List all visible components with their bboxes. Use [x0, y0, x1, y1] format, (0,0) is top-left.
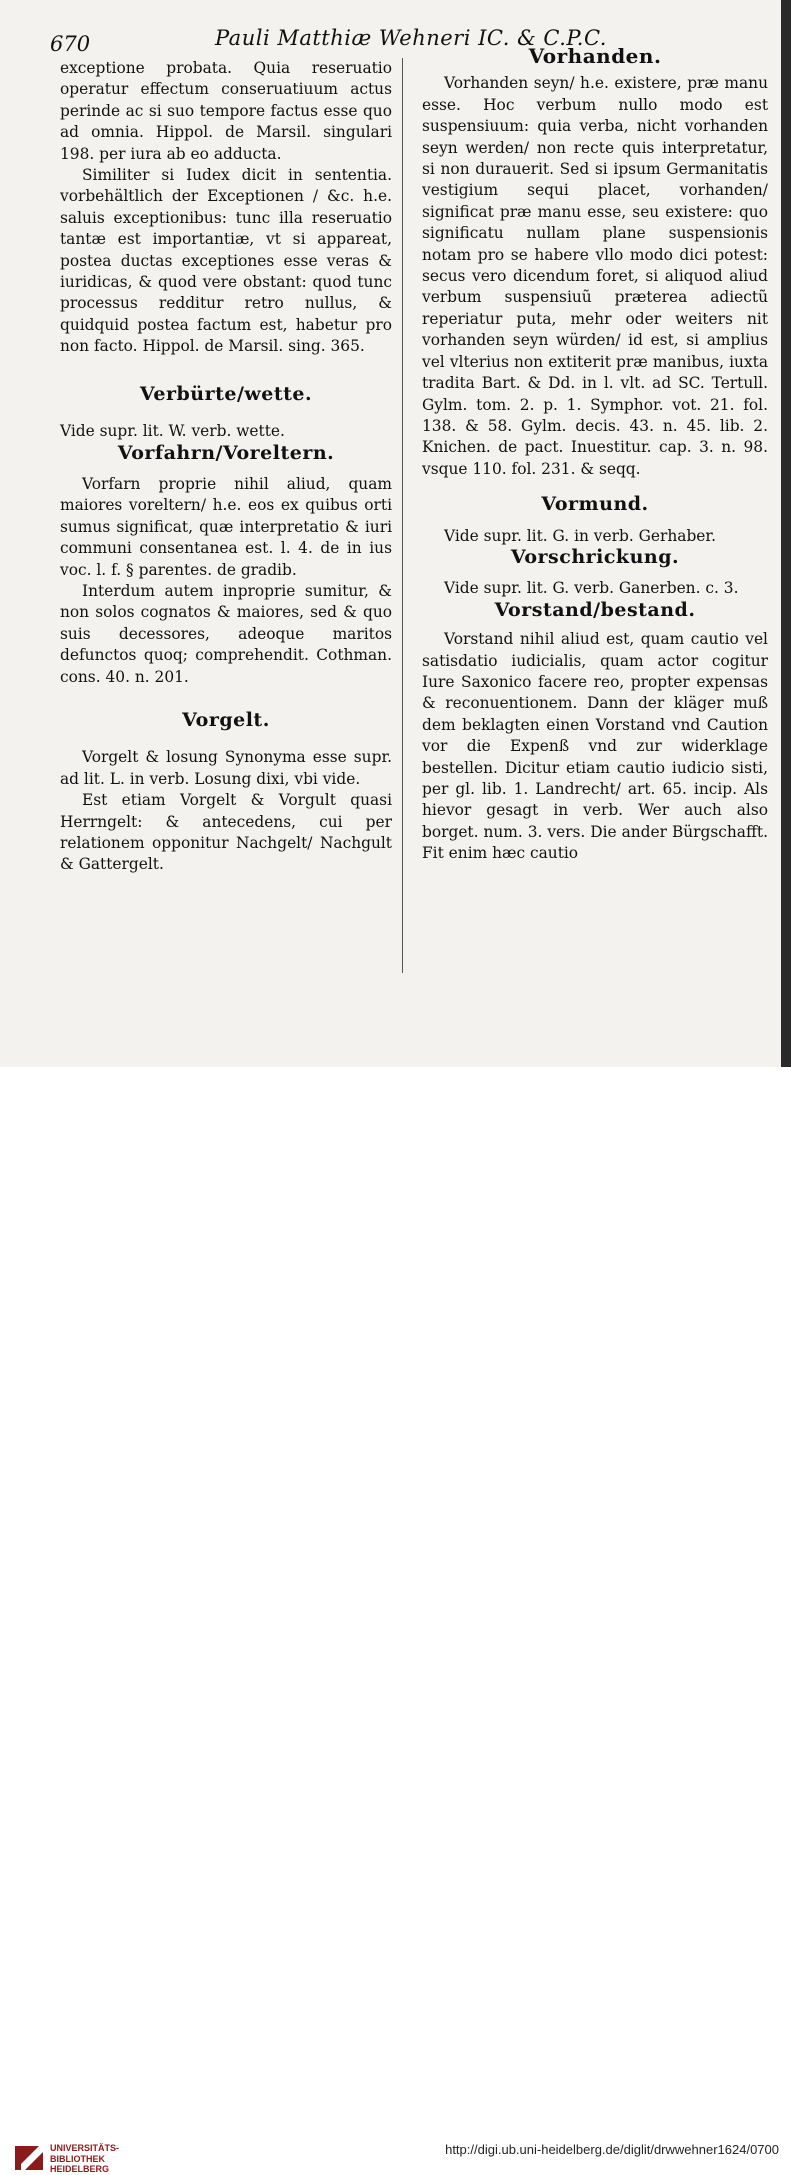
library-name	[50, 2143, 119, 2175]
library-logo-icon	[13, 2142, 45, 2174]
cross-reference: Vide supr. lit. G. in verb. Gerhaber.	[444, 526, 716, 545]
entry-heading: Vormund.	[541, 493, 649, 516]
paragraph: Similiter si Iudex dicit in sententia. vorbehältlich der Exceptionen / &c. h.e. saluis exceptionibus: tunc illa reseruatio tantæ est importantiæ, vt si appareat, postea ductas exceptiones esse veras & iuridicas, & quod vere obstant: quod tunc processus redditur retro nullus, & quidquid postea factum est, habetur pro non facto. Hippol. de Marsil. sing. 365.	[60, 166, 392, 356]
library-footer	[0, 1067, 791, 2174]
page-edge-shadow	[781, 0, 791, 1067]
entry-heading: Vorhanden.	[528, 44, 662, 68]
entry-heading: Vorfahrn/Voreltern.	[117, 441, 335, 464]
right-column	[422, 46, 768, 865]
library-name-line: UNIVERSITÄTS-	[50, 2143, 120, 2153]
cross-reference: Vide supr. lit. G. verb. Ganerben. c. 3.	[444, 579, 739, 598]
entry-heading: Verbürte/wette.	[139, 382, 313, 405]
source-url[interactable]: http://digi.ub.uni-heidelberg.de/diglit/drwwehner1624/0700	[445, 2142, 779, 2157]
page-number: 670	[50, 32, 91, 56]
library-name-line: BIBLIOTHEK	[50, 2153, 105, 2164]
entry-heading: Vorschrickung.	[510, 545, 680, 568]
library-name-line: HEIDELBERG	[50, 2164, 110, 2174]
scanned-page	[0, 0, 791, 1067]
paragraph: Vorhanden seyn/ h.e. existere, præ manu esse. Hoc verbum nullo modo est suspensiuum: quia verba, nicht vorhanden seyn werden/ non recte quis interpretatur, si non durauerit. Sed si ipsum Germanitatis vestigium sequi placet, vorhanden/ significat præ manu esse, seu existere: quo significatu nullam plane suspensionis notam pro se habere vllo modo dici potest: secus vero dicendum foret, si aliquod aliud verbum suspensiuũ præterea adiectũ reperiatur puta, mehr oder weiters nit vorhanden seyn würden/ id est, si amplius vel vlterius non extiterit præ manibus, iuxta tradita Bart. & Dd. in l. vlt. ad SC. Tertull. Gylm. tom. 2. p. 1. Symphor. vot. 21. fol. 138. & 58. Gylm. decis. 43. n. 45. lib. 2. Knichen. de pact. Inuestitur. cap. 3. n. 98. vsque 110. fol. 231. & seqq.	[422, 74, 768, 478]
paragraph: Vorfarn proprie nihil aliud, quam maiores voreltern/ h.e. eos ex quibus orti sumus significat, quæ interpretatio & iuri communi consentanea est. l. 4. de in ius voc. l. f. § parentes. de gradib.	[60, 474, 392, 579]
paragraph: exceptione probata. Quia reseruatio operatur effectum conseruatiuum actus perinde ac si suo tempore factus esse quo ad omnia. Hippol. de Marsil. singulari 198. per iura ab eo adducta.	[60, 59, 392, 163]
paragraph: Vorgelt & losung Synonyma esse supr. ad lit. L. in verb. Losung dixi, vbi vide.	[60, 748, 392, 788]
running-title: Pauli Matthiæ Wehneri IC. & C.P.C.	[215, 26, 607, 50]
cross-reference: Vide supr. lit. W. verb. wette.	[60, 422, 285, 441]
entry-heading: Vorgelt.	[182, 708, 270, 731]
left-column	[60, 58, 392, 876]
column-divider	[402, 58, 403, 973]
paragraph: Est etiam Vorgelt & Vorgult quasi Herrngelt: & antecedens, cui per relationem opponitur Nachgelt/ Nachgult & Gattergelt.	[60, 791, 392, 874]
paragraph: Vorstand nihil aliud est, quam cautio vel satisdatio iudicialis, quam actor cogitur Iure Saxonico facere reo, propter expensas & reconuentionem. Dann der kläger muß dem beklagten einen Vorstand vnd Caution vor die Expenß vnd zur widerklage bestellen. Dicitur etiam cautio iudicio sisti, per gl. lib. 1. Landrecht/ art. 65. incip. Als hievor gesagt in verb. Wer auch also borget. num. 3. vers. Die ander Bürgschafft. Fit enim hæc cautio	[422, 630, 768, 863]
entry-heading: Vorstand/bestand.	[494, 598, 696, 621]
paragraph: Interdum autem inproprie sumitur, & non solos cognatos & maiores, sed & quo suis decessores, adeoque maritos defunctos quoq; comprehendit. Cothman. cons. 40. n. 201.	[60, 581, 392, 686]
